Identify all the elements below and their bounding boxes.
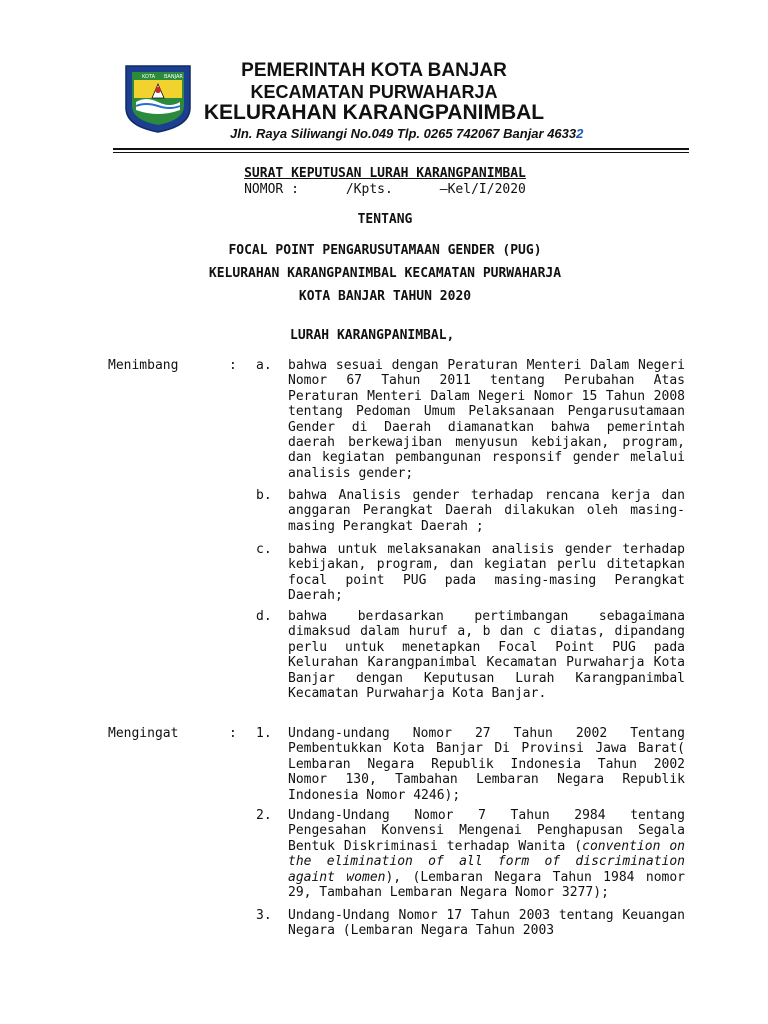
menimbang-item-b: bahwa Analisis gender terhadap rencana kerja dan anggaran Perangkat Daerah dilakukan oleh masing-masing Perangkat Daerah ; <box>288 488 685 534</box>
mengingat-label: Mengingat <box>108 726 179 741</box>
mengingat-item-1: Undang-undang Nomor 27 Tahun 2002 Tentang Pembentukkan Kota Banjar Di Provinsi Jawa Barat( Lembaran Negara Republik Indonesia Tahun 2002 Nomor 130, Tambahan Lembaran Negara Republik Indonesia Nomor 4246); <box>288 726 685 803</box>
subject-line-3: KOTA BANJAR TAHUN 2020 <box>298 289 472 304</box>
menimbang-item-c: bahwa untuk melaksanakan analisis gender terhadap kebijakan, program, dan kegiatan perlu ditetapkan focal point PUG pada masing-masing Perangkat Daerah; <box>288 542 685 604</box>
menimbang-colon: : <box>229 358 237 373</box>
subject-line-2: KELURAHAN KARANGPANIMBAL KECAMATAN PURWAHARJA <box>208 266 562 281</box>
lurah-heading: LURAH KARANGPANIMBAL, <box>290 328 455 343</box>
mengingat-marker-1: 1. <box>256 726 272 741</box>
letterhead-rule-thin <box>113 152 689 153</box>
menimbang-label: Menimbang <box>108 358 179 373</box>
tentang-heading: TENTANG <box>357 212 413 227</box>
menimbang-marker-c: c. <box>256 542 272 557</box>
letterhead-address: Jln. Raya Siliwangi No.049 Tlp. 0265 742067 Banjar 46332 <box>230 126 584 141</box>
svg-text:BANJAR: BANJAR <box>164 74 183 80</box>
menimbang-marker-a: a. <box>256 358 272 373</box>
mengingat-colon: : <box>229 726 237 741</box>
letterhead-village: KELURAHAN KARANGPANIMBAL <box>203 101 545 124</box>
letterhead-rule-thick <box>113 148 689 150</box>
mengingat-marker-3: 3. <box>256 908 272 923</box>
decree-number: NOMOR : /Kpts. –Kel/I/2020 <box>244 182 526 197</box>
menimbang-marker-b: b. <box>256 488 272 503</box>
menimbang-item-a: bahwa sesuai dengan Peraturan Menteri Dalam Negeri Nomor 67 Tahun 2011 tentang Perubahan Atas Peraturan Menteri Dalam Negeri Nomor 15 Tahun 2008 tentang Pedoman Umum Pelaksanaan Pengarusutamaan Gender di Daerah diamanatkan bahwa pemerintah daerah berkewajiban menyusun kebijakan, program, dan kegiatan pembangunan responsif gender melalui analisis gender; <box>288 358 685 481</box>
svg-text:KOTA: KOTA <box>142 74 156 80</box>
mengingat-marker-2: 2. <box>256 808 272 823</box>
mengingat-item-2: Undang-Undang Nomor 7 Tahun 2984 tentang Pengesahan Konvensi Mengenai Penghapusan Segala Bentuk Diskriminasi terhadap Wanita (convention on the elimination of all form of discrimination againt women), (Lembaran Negara Tahun 1984 nomor 29, Tambahan Lembaran Negara Nomor 3277); <box>288 808 686 901</box>
menimbang-marker-d: d. <box>256 609 272 624</box>
letterhead-government: PEMERINTAH KOTA BANJAR <box>241 60 507 81</box>
letterhead-district: KECAMATAN PURWAHARJA <box>250 82 498 102</box>
menimbang-item-d: bahwa berdasarkan pertimbangan sebagaimana dimaksud dalam huruf a, b dan c diatas, dipandang perlu untuk menetapkan Focal Point PUG pada Kelurahan Karangpanimbal Kecamatan Purwaharja Kota Banjar dengan Keputusan Lurah Karangpanimbal Kecamatan Purwaharja Kota Banjar. <box>288 609 685 702</box>
subject-line-1: FOCAL POINT PENGARUSUTAMAAN GENDER (PUG) <box>228 243 542 258</box>
decree-title: SURAT KEPUTUSAN LURAH KARANGPANIMBAL <box>244 166 526 181</box>
mengingat-item-3: Undang-Undang Nomor 17 Tahun 2003 tentang Keuangan Negara (Lembaran Negara Tahun 2003 <box>288 908 685 939</box>
